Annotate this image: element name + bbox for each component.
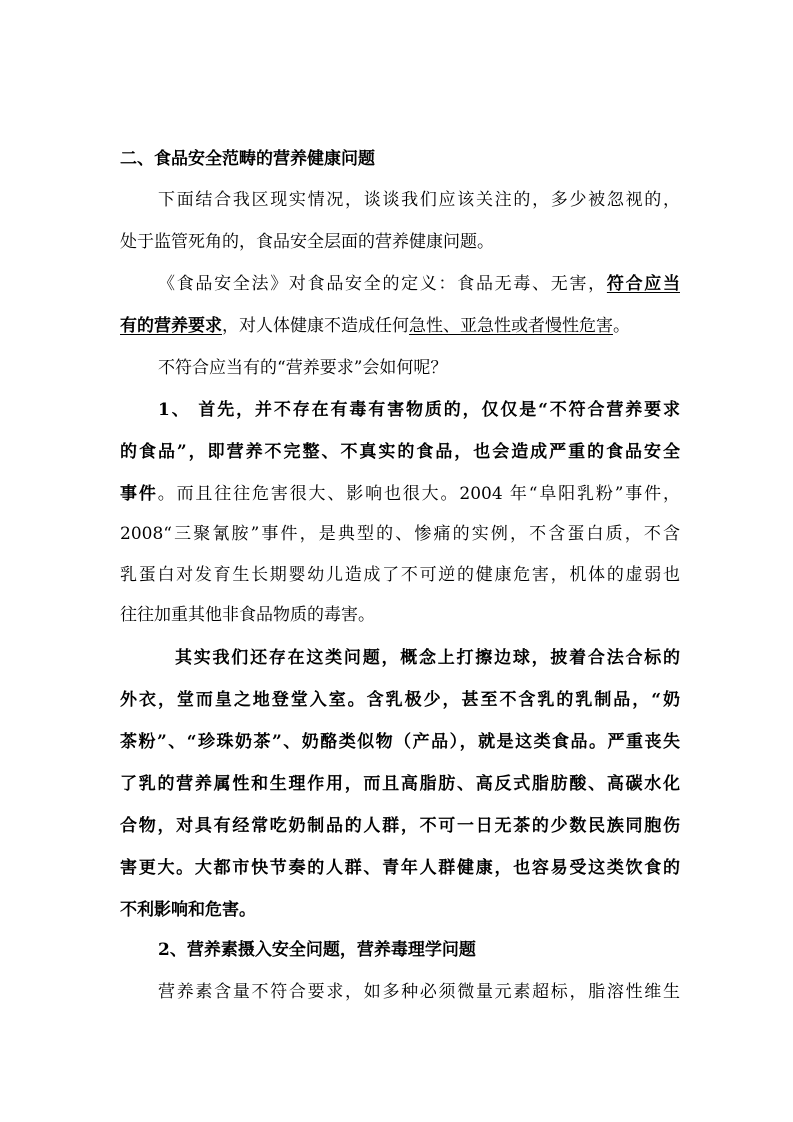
emphasis-text: 符合应当	[606, 274, 680, 294]
emphasis-text: 事件	[120, 484, 158, 504]
paragraph-line	[158, 269, 680, 299]
paragraph-line: 合物，对具有经常吃奶制品的人群，不可一日无茶的少数民族同胞伤	[120, 816, 680, 836]
text-span: 《食品安全法》对食品安全的定义：食品无毒、无害，	[158, 274, 607, 294]
text-span: ，对人体健康不造成任何	[222, 316, 409, 336]
emphasis-text: 有的营养要求	[120, 316, 222, 336]
paragraph-line: 营养素含量不符合要求，如多种必须微量元素超标，脂溶性维生	[158, 982, 680, 1002]
list-item-1-line	[120, 479, 680, 509]
paragraph-line: 了乳的营养属性和生理作用，而且高脂肪、高反式脂肪酸、高碳水化	[120, 774, 680, 794]
paragraph-line: 其实我们还存在这类问题，概念上打擦边球，披着合法合标的	[175, 648, 680, 668]
paragraph-line: 外衣，堂而皇之地登堂入室。含乳极少，甚至不含乳的乳制品，“奶	[120, 690, 680, 710]
list-item-1-line: 乳蛋白对发育生长期婴幼儿造成了不可逆的健康危害，机体的虚弱也	[120, 565, 680, 585]
paragraph-line	[120, 311, 680, 341]
text-span: 。	[613, 316, 630, 336]
list-item-1-line: 往往加重其他非食品物质的毒害。	[120, 605, 375, 625]
underlined-text: 急性、亚急性或者慢性危害	[409, 316, 613, 336]
paragraph-line: 害更大。大都市快节奏的人群、青年人群健康，也容易受这类饮食的	[120, 858, 680, 878]
list-item-1-line: 2008“三聚氰胺”事件，是典型的、惨痛的实例，不含蛋白质，不含	[120, 524, 680, 544]
list-item-1-line: 1、 首先，并不存在有毒有害物质的，仅仅是“不符合营养要求	[158, 400, 680, 420]
text-span: 。而且往往危害很大、影响也很大。2004 年“阜阳乳粉”事件，	[157, 484, 680, 504]
list-item-1-line: 的食品”，即营养不完整、不真实的食品，也会造成严重的食品安全	[120, 442, 680, 462]
section-heading: 二、食品安全范畴的营养健康问题	[120, 149, 375, 169]
paragraph-line: 下面结合我区现实情况，谈谈我们应该关注的，多少被忽视的，	[158, 190, 680, 210]
paragraph-line: 不符合应当有的“营养要求”会如何呢？	[158, 358, 448, 378]
paragraph-line: 茶粉”、“珍珠奶茶”、奶酪类似物（产品），就是这类食品。严重丧失	[120, 732, 680, 752]
paragraph-line: 不利影响和危害。	[120, 900, 256, 920]
paragraph-line: 处于监管死角的，食品安全层面的营养健康问题。	[120, 232, 494, 252]
subsection-heading: 2、营养素摄入安全问题，营养毒理学问题	[158, 940, 476, 960]
